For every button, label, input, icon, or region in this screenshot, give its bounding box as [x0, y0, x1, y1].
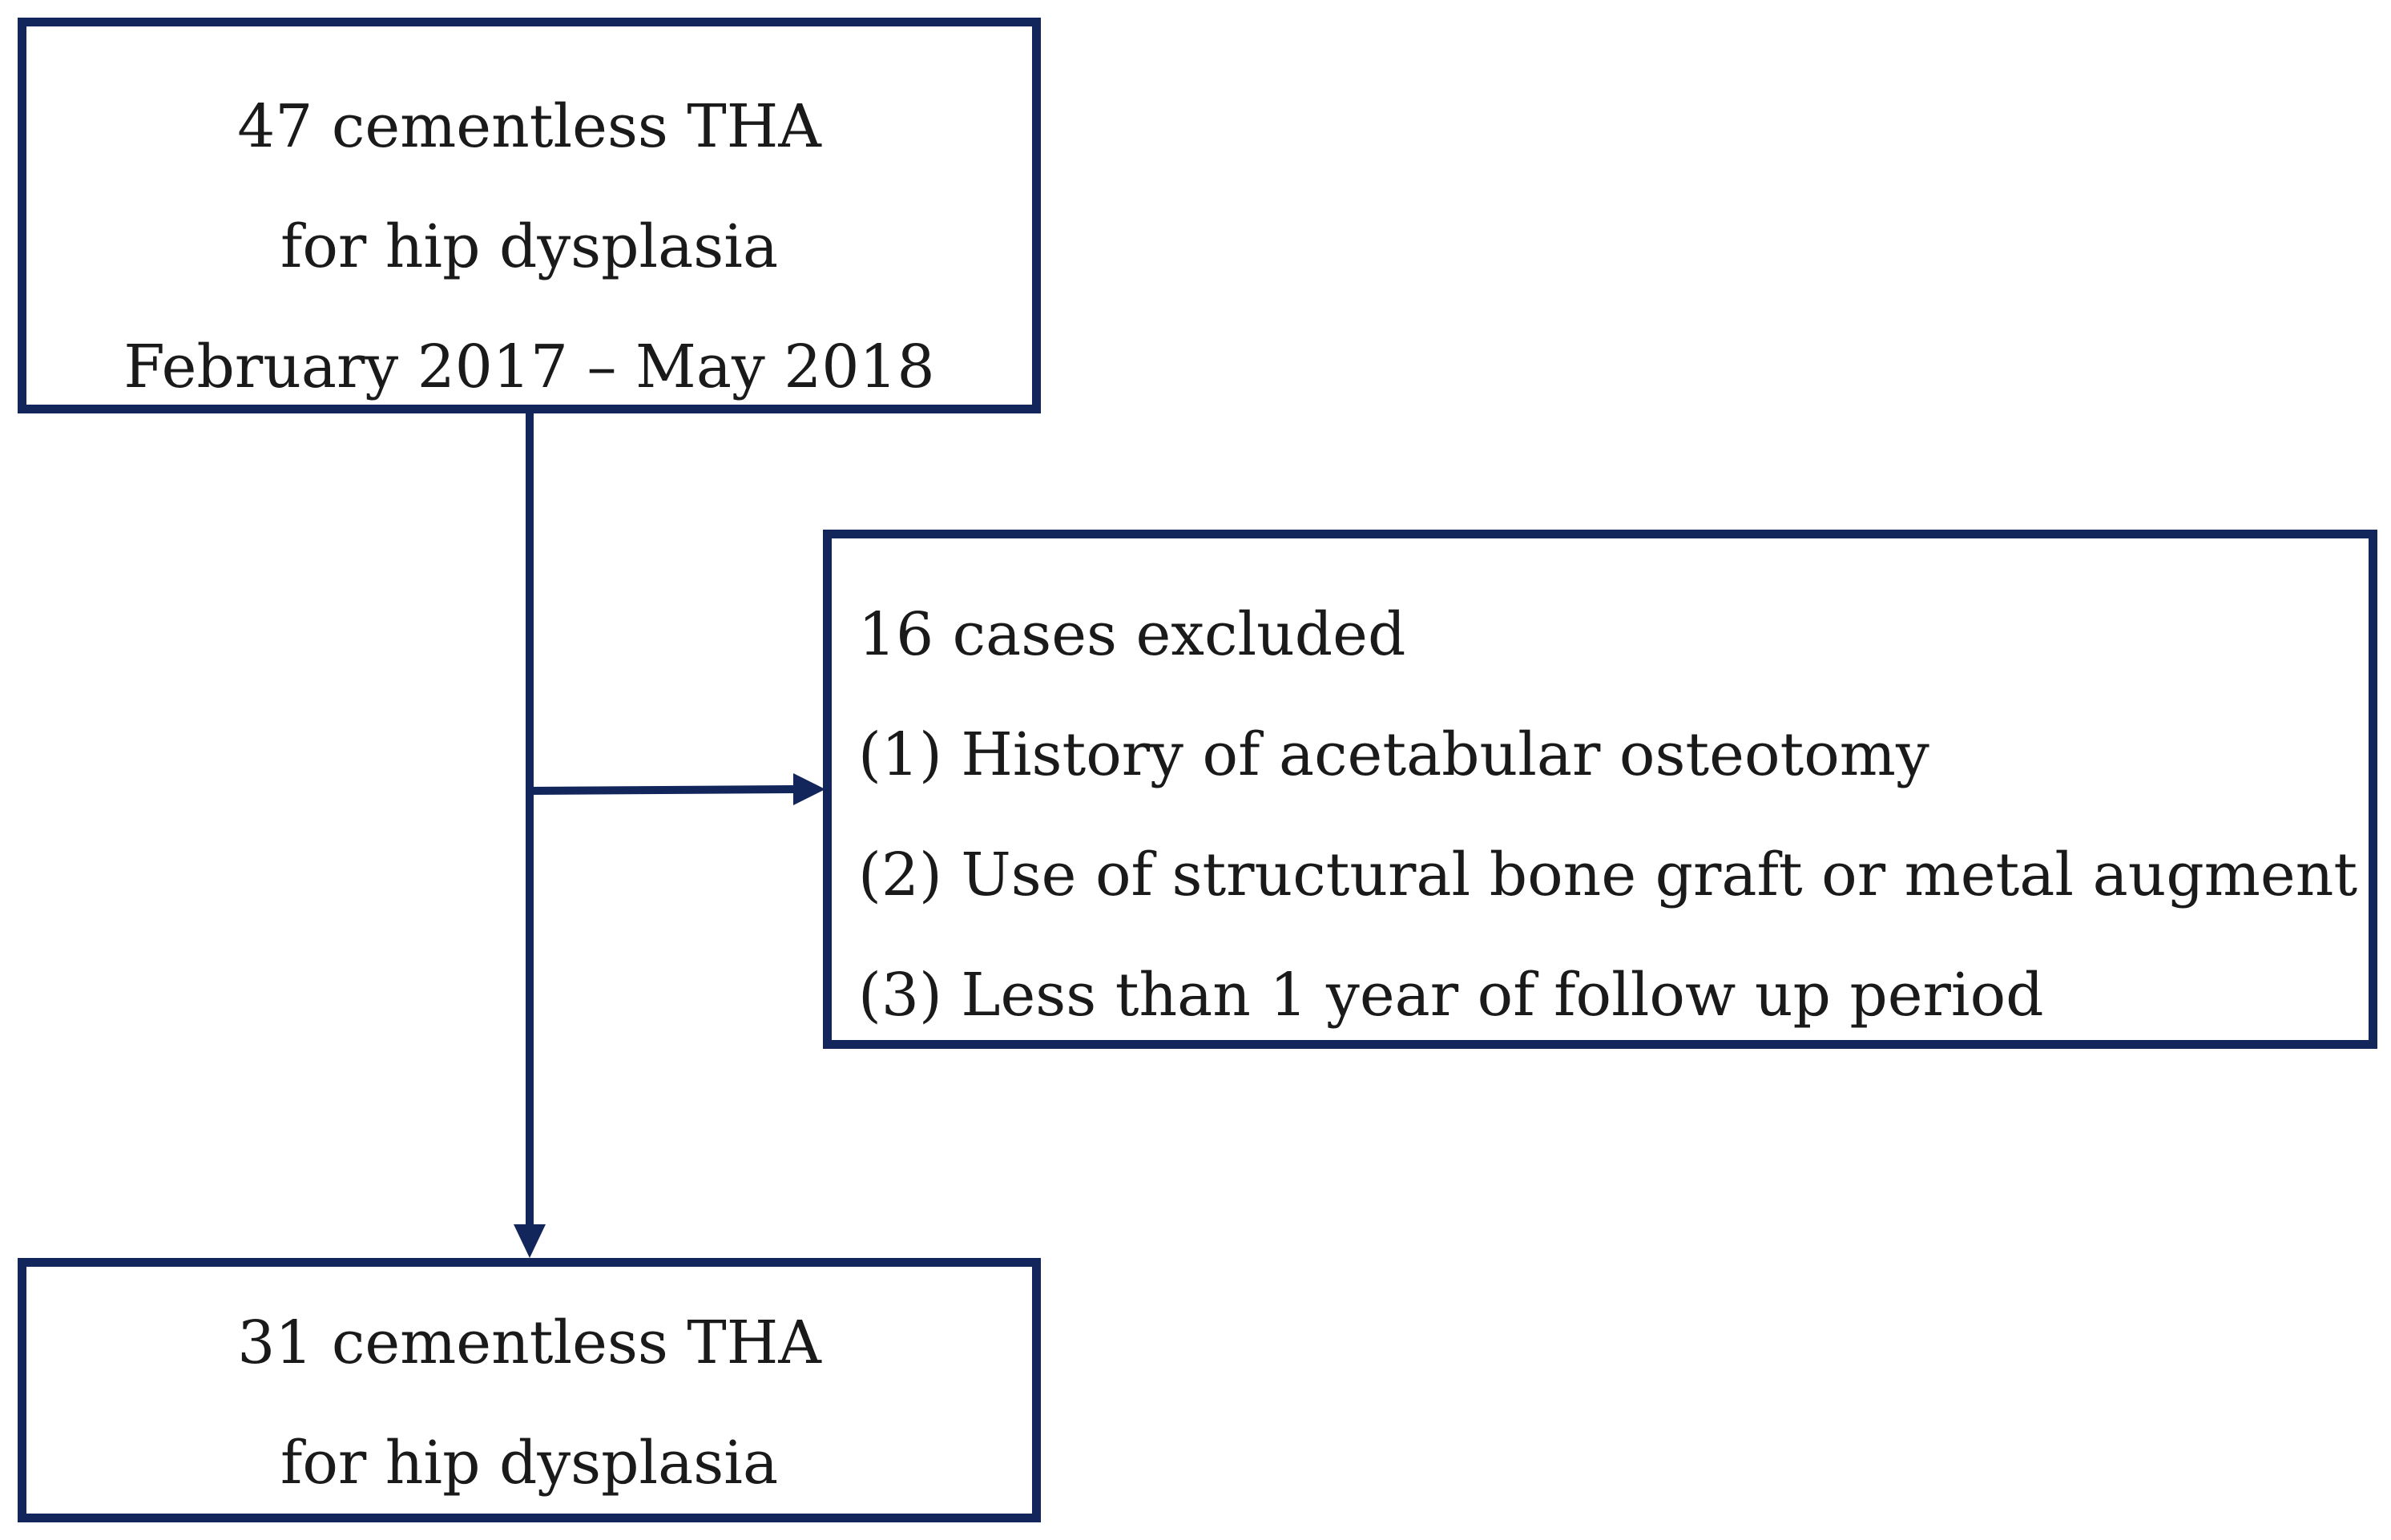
included-box — [18, 1258, 1041, 1522]
enrolled-count-line: 47 cementless THA — [237, 92, 821, 161]
enrolled-box — [18, 18, 1041, 413]
exclusion-branch-line — [530, 789, 793, 791]
excluded-count-line: 16 cases excluded — [858, 600, 1406, 669]
included-count-line: 31 cementless THA — [237, 1308, 821, 1377]
excluded-box — [823, 530, 2377, 1049]
enrolled-period-line: February 2017 – May 2018 — [123, 333, 935, 401]
main-flow-arrowhead — [514, 1224, 546, 1258]
exclusion-criterion-1: (1) History of acetabular osteotomy — [858, 720, 1929, 789]
exclusion-criterion-3: (3) Less than 1 year of follow up period — [858, 961, 2044, 1030]
exclusion-criterion-2: (2) Use of structural bone graft or metal augment — [858, 841, 2358, 909]
included-indication-line: for hip dysplasia — [280, 1429, 779, 1498]
enrolled-indication-line: for hip dysplasia — [280, 212, 779, 281]
exclusion-branch-arrowhead — [793, 773, 825, 805]
